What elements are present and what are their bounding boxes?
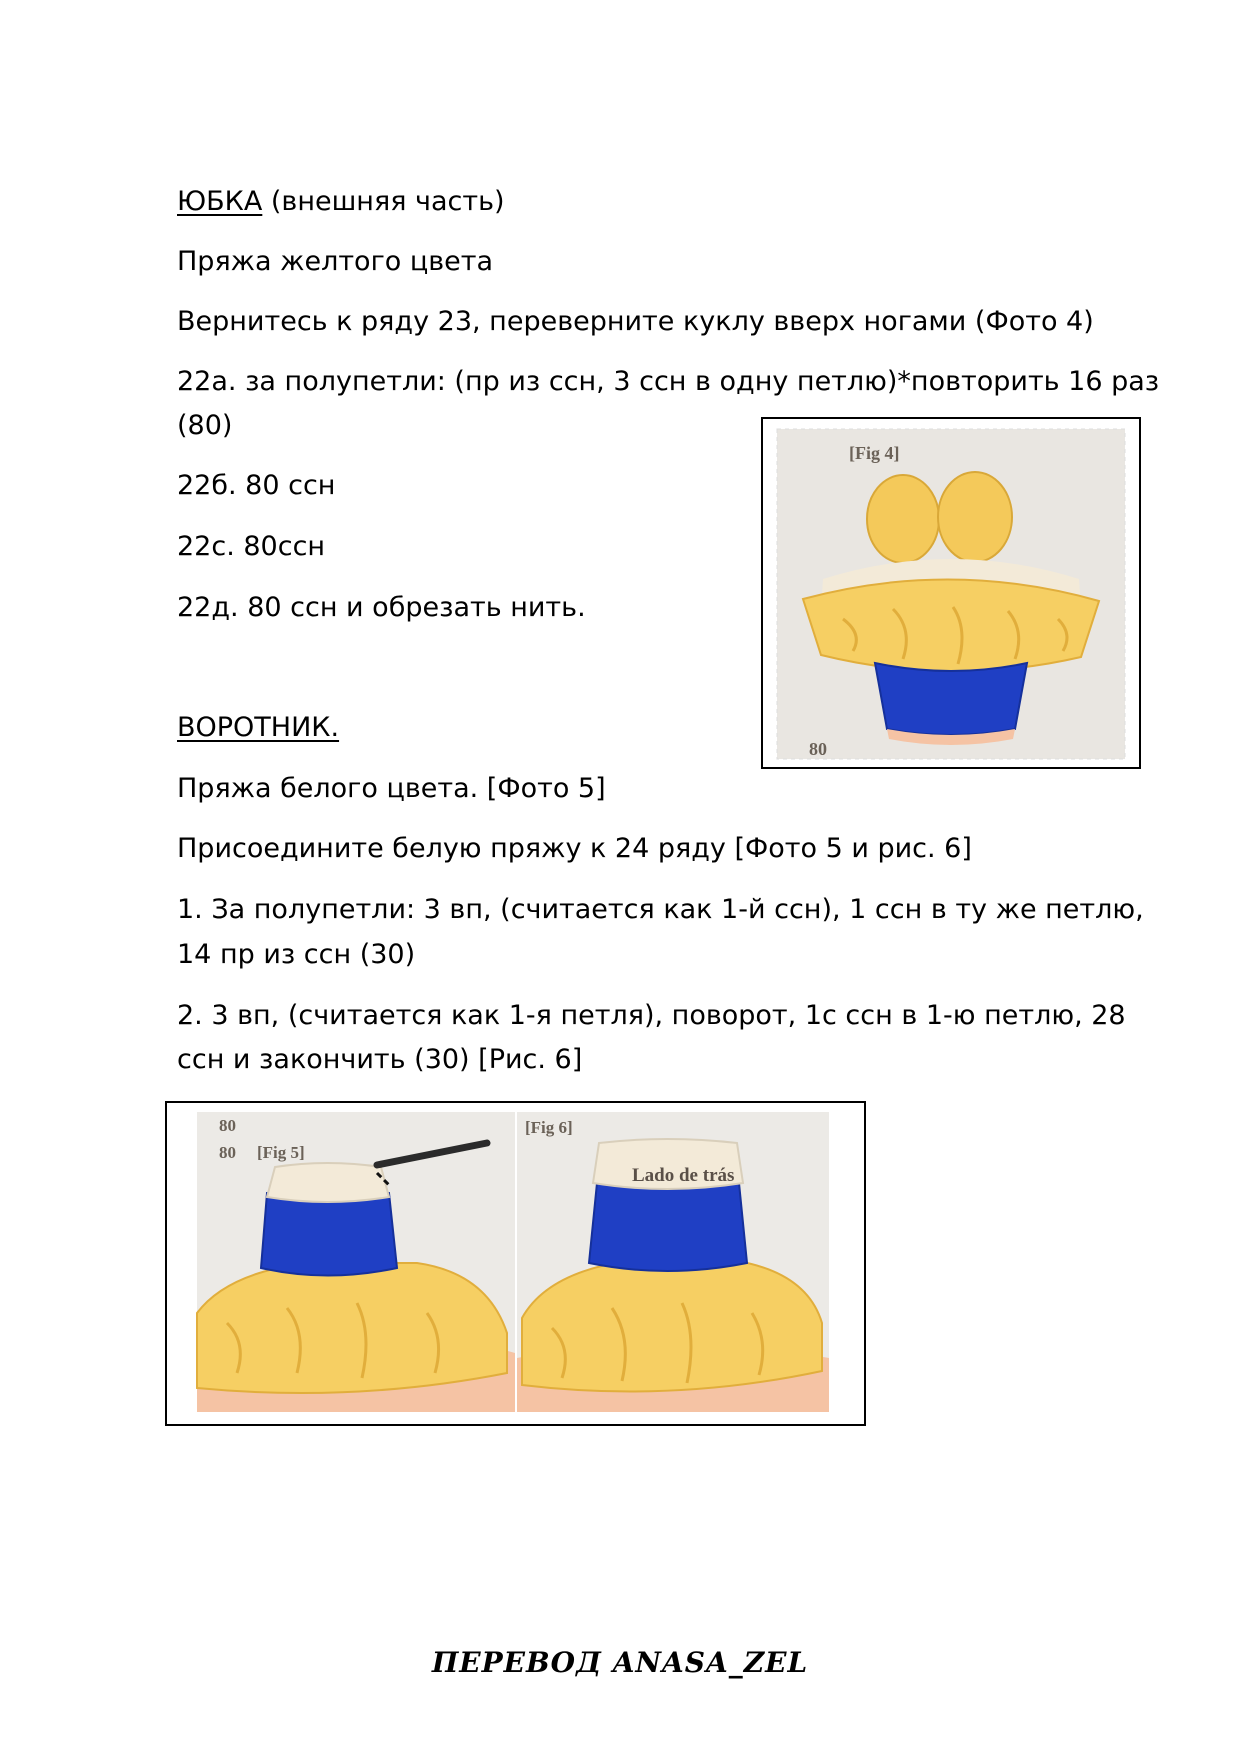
skirt-line-3: 22а. за полупетли: (пр из ссн, 3 ссн в одну петлю)*повторить 16 раз bbox=[177, 366, 1160, 397]
skirt-line-4: (80) bbox=[177, 410, 233, 441]
collar-title: ВОРОТНИК. bbox=[177, 712, 340, 743]
skirt-subtitle: (внешняя часть) bbox=[262, 186, 505, 217]
skirt-line-6: 22с. 80ссн bbox=[177, 531, 326, 562]
fig5-count-bottom: 80 bbox=[219, 1143, 236, 1162]
footer-credit: ПЕРЕВОД ANASA_ZEL bbox=[431, 1646, 809, 1679]
skirt-line-1: Пряжа желтого цвета bbox=[177, 246, 494, 277]
fig4-photo bbox=[761, 417, 1141, 769]
skirt-line-7: 22д. 80 ссн и обрезать нить. bbox=[177, 592, 586, 623]
fig4-count: 80 bbox=[809, 739, 827, 759]
collar-line-6: ссн и закончить (30) [Рис. 6] bbox=[177, 1044, 583, 1075]
skirt-line-5: 22б. 80 ссн bbox=[177, 470, 336, 501]
skirt-heading bbox=[177, 180, 505, 224]
collar-line-3: 1. За полупетли: 3 вп, (считается как 1-й ссн), 1 ссн в ту же петлю, bbox=[177, 894, 1144, 925]
fig6-caption: Lado de trás bbox=[632, 1165, 735, 1186]
fig4-illustration bbox=[763, 419, 1139, 767]
fig5-count-top: 80 bbox=[219, 1116, 236, 1135]
collar-heading bbox=[177, 706, 339, 750]
collar-line-4: 14 пр из ссн (30) bbox=[177, 939, 416, 970]
fig6-image bbox=[517, 1112, 829, 1412]
fig6-label: [Fig 6] bbox=[525, 1118, 573, 1137]
fig5-image bbox=[197, 1112, 515, 1412]
collar-line-2: Присоедините белую пряжу к 24 ряду [Фото 5 и рис. 6] bbox=[177, 833, 972, 864]
fig4-label: [Fig 4] bbox=[849, 443, 900, 463]
skirt-line-2: Вернитесь к ряду 23, переверните куклу вверх ногами (Фото 4) bbox=[177, 306, 1094, 337]
collar-line-1: Пряжа белого цвета. [Фото 5] bbox=[177, 773, 606, 804]
fig5-6-illustration bbox=[167, 1103, 864, 1424]
skirt-title: ЮБКА bbox=[177, 186, 263, 217]
fig5-6-photo bbox=[165, 1101, 866, 1426]
collar-line-5: 2. 3 вп, (считается как 1-я петля), поворот, 1с ссн в 1-ю петлю, 28 bbox=[177, 1000, 1126, 1031]
fig5-label: [Fig 5] bbox=[257, 1143, 305, 1162]
